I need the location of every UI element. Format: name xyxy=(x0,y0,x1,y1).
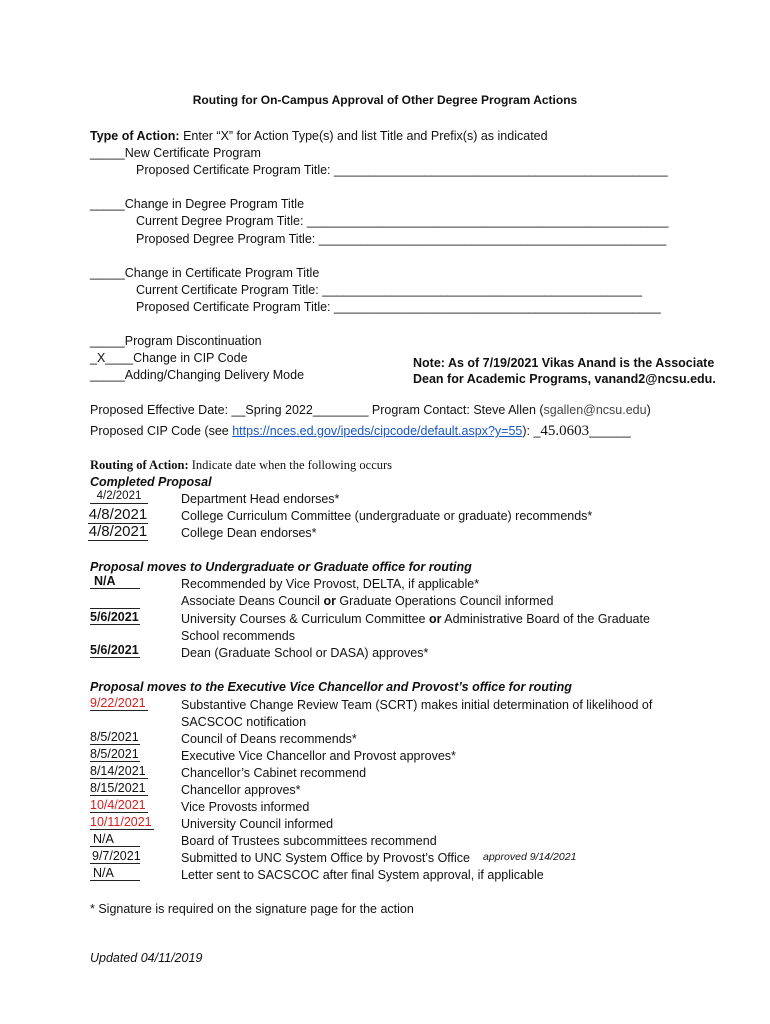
contact-email: sgallen@ncsu.edu xyxy=(543,403,647,417)
step-associate-deans-a: Associate Deans Council xyxy=(181,594,324,608)
page-title: Routing for On-Campus Approval of Other Degree Program Actions xyxy=(192,93,578,107)
step-sacscoc-letter: Letter sent to SACSCOC after final System approval, if applicable xyxy=(181,868,544,882)
routing-instruction: Indicate date when the following occurs xyxy=(191,458,393,472)
date-unc-system[interactable]: 9/7/2021 xyxy=(92,849,141,863)
step-college-curriculum: College Curriculum Committee (undergraduate or graduate) recommends* xyxy=(181,509,593,523)
routing-label: Routing of Action: xyxy=(90,458,189,472)
step-evc-approves: Executive Vice Chancellor and Provost approves* xyxy=(181,749,456,763)
cip-middle: ): _ xyxy=(522,424,541,438)
effective-date-text[interactable]: Proposed Effective Date: __Spring 2022________ Program Contact: Steve Allen ( xyxy=(90,403,544,417)
step-vp-delta: Recommended by Vice Provost, DELTA, if applicable* xyxy=(181,577,480,591)
effective-date-line xyxy=(90,403,651,417)
date-vp-delta[interactable]: N/A xyxy=(90,574,140,589)
type-of-action-instruction: Enter “X” for Action Type(s) and list Title and Prefix(s) as indicated xyxy=(183,129,548,143)
step-scrt-cont: SACSCOC notification xyxy=(181,715,307,729)
cip-link[interactable]: https://nces.ed.gov/ipeds/cipcode/default.aspx?y=55 xyxy=(232,424,523,438)
step-uccc-a: University Courses & Curriculum Committee xyxy=(181,612,429,626)
step-unc-system: Submitted to UNC System Office by Provost’s Office xyxy=(181,851,470,865)
date-council-deans[interactable]: 8/5/2021 xyxy=(90,730,139,744)
date-college-dean[interactable]: 4/8/2021 xyxy=(88,523,148,540)
step-uccc-or: or xyxy=(428,612,442,626)
step-college-dean: College Dean endorses* xyxy=(181,526,317,540)
new-certificate-title-field[interactable]: Proposed Certificate Program Title: ________________________________________________ xyxy=(136,163,668,177)
step-uccc-cont: School recommends xyxy=(181,629,295,643)
type-of-action-label: Type of Action: xyxy=(90,129,180,143)
date-cabinet[interactable]: 8/14/2021 xyxy=(90,764,148,779)
date-vice-provosts[interactable]: 10/4/2021 xyxy=(90,798,148,813)
step-dean-approves: Dean (Graduate School or DASA) approves* xyxy=(181,646,429,660)
current-degree-title-field[interactable]: Current Degree Program Title: ____________________________________________________ xyxy=(136,214,669,228)
step-trustees: Board of Trustees subcommittees recommend xyxy=(181,834,437,848)
step-vice-provosts: Vice Provosts informed xyxy=(181,800,310,814)
date-sacscoc-letter[interactable]: N/A xyxy=(90,866,140,881)
proposed-degree-title-field[interactable]: Proposed Degree Program Title: __________________________________________________ xyxy=(136,232,667,246)
cip-suffix: ______ xyxy=(589,424,631,438)
action-change-degree-title[interactable]: _____Change in Degree Program Title xyxy=(90,197,305,211)
action-change-certificate-title[interactable]: _____Change in Certificate Program Title xyxy=(90,266,320,280)
type-of-action-line xyxy=(90,129,548,143)
cip-code-line xyxy=(90,423,631,440)
contact-close: ) xyxy=(646,403,651,417)
action-delivery-mode[interactable]: _____Adding/Changing Delivery Mode xyxy=(90,368,305,382)
step-uccc-b: Administrative Board of the Graduate xyxy=(441,612,650,626)
action-cip-change[interactable]: _X____Change in CIP Code xyxy=(90,351,248,365)
step-scrt: Substantive Change Review Team (SCRT) makes initial determination of likelihood of xyxy=(181,698,653,712)
note-line-2: Dean for Academic Programs, vanand2@ncsu.edu. xyxy=(413,372,716,386)
step-council-deans: Council of Deans recommends* xyxy=(181,732,357,746)
signature-footnote: * Signature is required on the signature page for the action xyxy=(90,902,414,916)
current-certificate-title-field[interactable]: Current Certificate Program Title: ______________________________________________ xyxy=(136,283,642,297)
date-scrt[interactable]: 9/22/2021 xyxy=(90,696,148,711)
date-university-council[interactable]: 10/11/2021 xyxy=(90,815,154,830)
note-line-1: Note: As of 7/19/2021 Vikas Anand is the Associate xyxy=(413,356,715,370)
routing-line xyxy=(90,458,392,472)
evc-heading: Proposal moves to the Executive Vice Chancellor and Provost’s office for routing xyxy=(90,680,572,694)
action-new-certificate[interactable]: _____New Certificate Program xyxy=(90,146,261,160)
step-dept-head: Department Head endorses* xyxy=(181,492,340,506)
date-chancellor[interactable]: 8/15/2021 xyxy=(90,781,148,796)
date-dept-head[interactable]: 4/2/2021 xyxy=(90,490,148,504)
step-associate-deans xyxy=(181,594,553,608)
date-uccc[interactable]: 5/6/2021 xyxy=(90,610,139,624)
step-cabinet: Chancellor’s Cabinet recommend xyxy=(181,766,367,780)
cip-prefix: Proposed CIP Code (see xyxy=(90,424,233,438)
updated-date: Updated 04/11/2019 xyxy=(90,951,203,965)
step-uccc xyxy=(181,612,650,626)
step-associate-deans-or: or xyxy=(323,594,336,608)
action-program-discontinuation[interactable]: _____Program Discontinuation xyxy=(90,334,262,348)
date-trustees[interactable]: N/A xyxy=(90,832,140,847)
step-university-council: University Council informed xyxy=(181,817,334,831)
date-college-curriculum[interactable]: 4/8/2021 xyxy=(88,506,148,523)
completed-proposal-heading: Completed Proposal xyxy=(90,475,212,489)
ug-office-heading: Proposal moves to Undergraduate or Graduate office for routing xyxy=(90,560,472,574)
cip-code-value[interactable]: 45.0603 xyxy=(540,423,590,439)
date-evc-approves[interactable]: 8/5/2021 xyxy=(90,747,139,761)
step-chancellor: Chancellor approves* xyxy=(181,783,301,797)
step-associate-deans-b: Graduate Operations Council informed xyxy=(335,594,554,608)
date-dean-approves[interactable]: 5/6/2021 xyxy=(90,643,139,657)
date-associate-deans[interactable] xyxy=(90,594,140,609)
proposed-certificate-title-field[interactable]: Proposed Certificate Program Title: _______________________________________________ xyxy=(136,300,661,314)
unc-approved-note: approved 9/14/2021 xyxy=(483,851,577,863)
